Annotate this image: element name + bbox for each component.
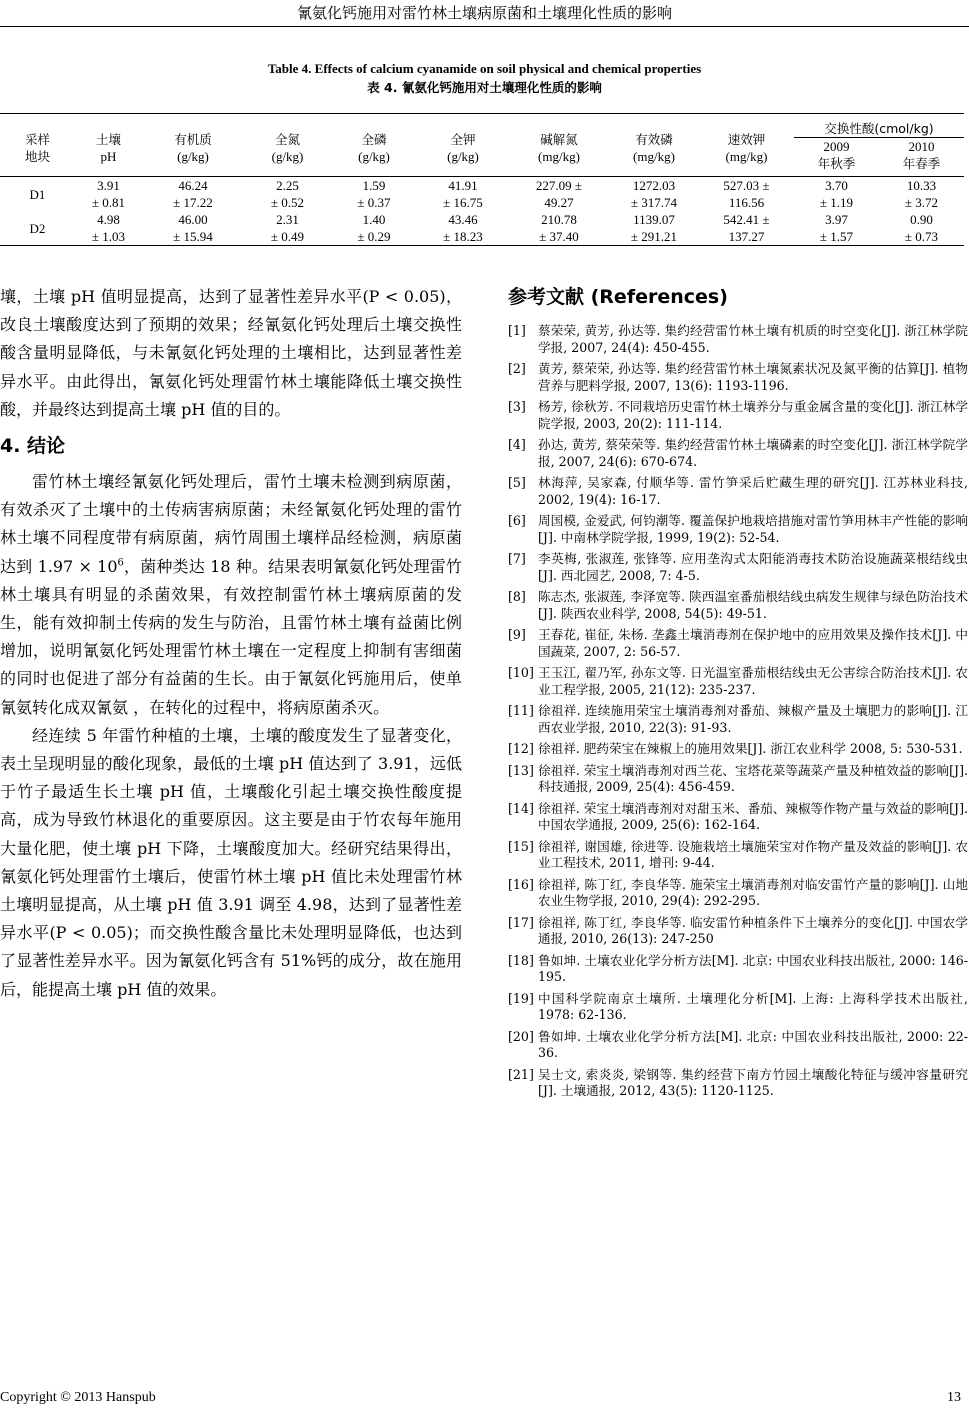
value-cell <box>417 177 509 212</box>
reference-number: [13] <box>508 762 534 778</box>
subheader-year: 2009 <box>823 139 850 154</box>
exchange-acid-subheader <box>794 138 879 177</box>
reference-text: 黄芳, 蔡荣荣, 孙达等. 集约经营雷竹林土壤氮素状况及氮平衡的估算[J]. 植物营养与肥料学报, 2007, 13(6): 1193-1196. <box>538 361 968 393</box>
value-cell <box>794 177 879 212</box>
plot-cell: D2 <box>0 211 75 246</box>
table-body <box>0 177 964 246</box>
reference-text: 徐祖祥, 陈丁红, 李良华等. 临安雷竹种植条件下土壤养分的变化[J]. 中国农学通报, 2010, 26(13): 247-250 <box>538 914 968 946</box>
column-header-label: 有机质 <box>174 132 212 147</box>
reference-text: 蔡荣荣, 黄芳, 孙达等. 集约经营雷竹林土壤有机质的时空变化[J]. 浙江林学院学报, 2007, 24(4): 450-455. <box>538 323 968 355</box>
value-cell <box>142 211 244 246</box>
reference-number: [20] <box>508 1028 534 1044</box>
value-cell <box>331 211 417 246</box>
reference-item <box>508 323 968 356</box>
reference-item <box>508 953 968 986</box>
reference-item <box>508 1067 968 1100</box>
table-row <box>0 211 964 246</box>
reference-text: 林海萍, 吴家森, 付顺华等. 雷竹笋采后贮藏生理的研究[J]. 江苏林业科技, 2002, 19(4): 16-17. <box>538 475 968 507</box>
value-cell <box>879 211 964 246</box>
paragraph-results: 壤，土壤 pH 值明显提高，达到了显著性差异水平(P < 0.05)，改良土壤酸度达到了预期的效果；经氰氨化钙处理后土壤交换性酸含量明显降低，与未氰氨化钙处理的土壤相比，达到显著性差异水平。由此得出，氰氨化钙处理雷竹林土壤能降低土壤交换性酸，并最终达到提高土壤 pH 值的目的。 <box>0 287 462 419</box>
soil-properties-table <box>0 113 964 246</box>
column-header-label: 碱解氮 <box>540 132 578 147</box>
reference-number: [18] <box>508 952 534 968</box>
header-rule <box>0 26 969 27</box>
section-heading-conclusion: 4. 结论 <box>0 435 66 458</box>
reference-item <box>508 741 968 758</box>
column-header <box>509 114 609 177</box>
reference-item <box>508 627 968 660</box>
column-header <box>417 114 509 177</box>
reference-text: 王玉江, 翟乃军, 孙东文等. 日光温室番茄根结线虫无公害综合防治技术[J]. 农业工程学报, 2005, 21(12): 235-237. <box>538 665 968 697</box>
reference-text: 鲁如坤. 土壤农业化学分析方法[M]. 北京: 中国农业科技出版社, 2000: 146-195. <box>538 952 968 984</box>
reference-number: [10] <box>508 665 534 680</box>
column-header-unit: (g/kg) <box>447 149 479 164</box>
exchange-acid-header: 交换性酸(cmol/kg) <box>794 114 964 138</box>
reference-item <box>508 361 968 394</box>
reference-item <box>508 763 968 796</box>
cell-line: 227.09 ± <box>535 178 583 193</box>
cell-line: ± 317.74 <box>630 195 678 210</box>
reference-number: [6] <box>508 513 526 528</box>
cell-line: ± 1.19 <box>819 195 854 210</box>
reference-text: 徐祖祥, 谢国雄, 徐进等. 设施栽培土壤施荣宝对作物产量及效益的影响[J]. 农业工程技术, 2011, 增刊: 9-44. <box>538 838 968 870</box>
reference-number: [1] <box>508 323 526 338</box>
cell-line: 49.27 <box>544 195 574 210</box>
table-row <box>0 177 964 212</box>
plot-cell: D1 <box>29 186 46 202</box>
paragraph-conclusion-2: 经连续 5 年雷竹种植的土壤，土壤的酸度发生了显著变化，表土呈现明显的酸化现象，最低的土壤 pH 值达到了 3.91，远低于竹子最适生长土壤 pH 值，土壤酸化引起土壤交换性酸度提高，成为导致竹林退化的重要原因。这主要是由于竹农每年施用大量化肥，使土壤 pH 下降，土壤酸度加大。经研究结果得出，氰氨化钙处理雷竹土壤后，使雷竹林土壤 pH 值比未处理雷竹林土壤明显提高，从土壤 pH 值 3.91 调至 4.98，达到了显著性差异水平(P < 0.05)；而交换性酸含量比未处理明显降低，也达到了显著性差异水平。因为氰氨化钙含有 51%钙的成分，故在施用后，能提高土壤 pH 值的效果。 <box>0 725 462 999</box>
column-header <box>142 114 244 177</box>
cell-line: 4.98 <box>97 212 120 227</box>
reference-item <box>508 839 968 872</box>
column-header-label: 全磷 <box>361 132 387 147</box>
column-header-unit: (g/kg) <box>271 149 304 164</box>
cell-line: ± 37.40 <box>539 229 579 244</box>
table-header-row <box>0 114 964 138</box>
reference-number: [19] <box>508 990 534 1006</box>
superscript-exponent: 6 <box>117 557 124 569</box>
reference-item <box>508 877 968 910</box>
value-cell <box>609 211 699 246</box>
reference-number: [15] <box>508 838 534 854</box>
reference-number: [16] <box>508 876 534 892</box>
cell-line: 46.00 <box>178 212 208 227</box>
table-caption-en: Table 4. Effects of calcium cyanamide on soil physical and chemical properties <box>267 61 702 76</box>
exchange-acid-subheader <box>879 138 964 177</box>
cell-line: ± 0.81 <box>91 195 126 210</box>
reference-number: [2] <box>508 361 526 376</box>
reference-text: 中国科学院南京土壤所. 土壤理化分析[M]. 上海: 上海科学技术出版社, 1978: 62-136. <box>538 990 968 1022</box>
column-header-unit: (mg/kg) <box>725 149 768 164</box>
column-header-label: 全钾 <box>450 132 476 147</box>
cell-line: 116.56 <box>728 195 765 210</box>
reference-item <box>508 1029 968 1062</box>
value-cell <box>75 177 142 212</box>
cell-line: 1139.07 <box>633 212 675 227</box>
reference-number: [3] <box>508 399 526 414</box>
column-header-unit: (mg/kg) <box>538 149 580 164</box>
cell-line: 46.24 <box>178 178 208 193</box>
reference-list <box>508 323 968 1100</box>
value-cell <box>75 211 142 246</box>
value-cell <box>417 211 509 246</box>
cell-line: 1.59 <box>362 178 386 193</box>
cell-line: 210.78 <box>541 212 577 227</box>
value-cell <box>879 177 964 212</box>
reference-item <box>508 399 968 432</box>
cell-line: ± 1.57 <box>819 229 854 244</box>
reference-item <box>508 437 968 470</box>
cell-line: ± 0.29 <box>357 229 391 244</box>
reference-number: [8] <box>508 589 526 604</box>
reference-number: [4] <box>508 437 526 452</box>
value-cell <box>699 211 794 246</box>
reference-item <box>508 513 968 546</box>
running-title: 氰氨化钙施用对雷竹林土壤病原菌和土壤理化性质的影响 <box>296 4 672 22</box>
value-cell <box>794 211 879 246</box>
reference-number: [14] <box>508 800 534 816</box>
reference-text: 鲁如坤. 土壤农业化学分析方法[M]. 北京: 中国农业科技出版社, 2000: 22-36. <box>538 1028 968 1060</box>
reference-text: 徐祖祥, 陈丁红, 李良华等. 施荣宝土壤消毒剂对临安雷竹产量的影响[J]. 山地农业生物学报, 2010, 29(4): 292-295. <box>538 876 968 908</box>
subheader-year: 2010 <box>908 139 935 154</box>
column-header-label: 土壤 <box>95 132 121 147</box>
paragraph-conclusion-1 <box>0 468 462 722</box>
cell-line: ± 15.94 <box>173 229 213 244</box>
cell-line: 1272.03 <box>632 178 676 193</box>
cell-line: 43.46 <box>448 212 478 227</box>
column-header-unit: (mg/kg) <box>633 149 675 164</box>
references-heading: 参考文献 (References) <box>508 286 728 308</box>
reference-text: 孙达, 黄芳, 蔡荣荣等. 集约经营雷竹林土壤磷素的时空变化[J]. 浙江林学院学报, 2007, 24(6): 670-674. <box>538 437 968 469</box>
subheader-season: 年春季 <box>902 156 941 171</box>
cell-line: 3.97 <box>825 212 848 227</box>
column-header <box>244 114 331 177</box>
reference-text: 徐祖祥. 肥药荣宝在辣椒上的施用效果[J]. 浙江农业科学 2008, 5: 530-531. <box>538 741 963 756</box>
cell-line: 527.03 ± <box>723 178 770 193</box>
cell-line: 1.40 <box>362 212 386 227</box>
reference-text: 周国模, 金爱武, 何钧潮等. 覆盖保护地栽培措施对雷竹笋用林丰产性能的影响[J]. 中南林学院学报, 1999, 19(2): 52-54. <box>538 513 968 545</box>
body-text-column <box>0 283 462 1004</box>
column-header-unit: (g/kg) <box>358 149 390 164</box>
column-header-label: 全氮 <box>274 132 300 147</box>
reference-number: [7] <box>508 551 526 566</box>
column-header <box>609 114 699 177</box>
column-header-label: 采样 <box>24 132 50 147</box>
cell-line: 2.25 <box>276 178 299 193</box>
cell-line: ± 16.75 <box>443 195 483 210</box>
column-header <box>699 114 794 177</box>
column-header-unit: (g/kg) <box>177 149 209 164</box>
cell-line: ± 1.03 <box>91 229 126 244</box>
column-header <box>75 114 142 177</box>
reference-text: 徐祖祥. 连续施用荣宝土壤消毒剂对番茄、辣椒产量及土壤肥力的影响[J]. 江西农业学报, 2010, 22(3): 91-93. <box>538 703 968 735</box>
reference-number: [21] <box>508 1066 534 1082</box>
copyright-notice: Copyright © 2013 Hanspub <box>0 1390 156 1405</box>
cell-line: ± 0.52 <box>270 195 305 210</box>
reference-item <box>508 703 968 736</box>
cell-line: ± 0.73 <box>904 229 939 244</box>
reference-item <box>508 475 968 508</box>
reference-text: 李英梅, 张淑莲, 张锋等. 应用垄沟式太阳能消毒技术防治设施蔬菜根结线虫[J]. 西北园艺, 2008, 7: 4-5. <box>538 551 968 583</box>
cell-line: ± 3.72 <box>904 195 939 210</box>
table-caption-zh: 表 4. 氰氨化钙施用对土壤理化性质的影响 <box>367 80 602 95</box>
value-cell <box>244 177 331 212</box>
cell-line: 542.41 ± <box>723 212 770 227</box>
reference-text: 徐祖祥. 荣宝土壤消毒剂对对甜玉米、番茄、辣椒等作物产量与效益的影响[J]. 中国农学通报, 2009, 25(6): 162-164. <box>538 800 968 832</box>
cell-line: 0.90 <box>910 212 933 227</box>
cell-line: ± 18.23 <box>443 229 483 244</box>
value-cell <box>331 177 417 212</box>
page-footer <box>0 1390 969 1406</box>
reference-text: 徐祖祥. 荣宝土壤消毒剂对西兰花、宝塔花菜等蔬菜产量及种植效益的影响[J]. 科技通报, 2009, 25(4): 456-459. <box>538 762 968 794</box>
value-cell <box>609 177 699 212</box>
paragraph-conclusion-1-text-b: ，菌种类达 18 种。结果表明氰氨化钙处理雷竹林土壤具有明显的杀菌效果，有效控制雷竹林土壤病原菌的发生，能有效抑制土传病的发生与防治，且雷竹林土壤有益菌比例增加，说明氰氨化钙处理雷竹林土壤在一定程度上抑制有害细菌的同时也促进了部分有益菌的生长。由于氰氨化钙施用后，使单氰氨转化成双氰氨 ，在转化的过程中，将病原菌杀灭。 <box>0 556 462 717</box>
reference-number: [11] <box>508 703 534 718</box>
reference-item <box>508 665 968 698</box>
reference-number: [17] <box>508 914 534 930</box>
column-header-label: 有效磷 <box>635 132 673 147</box>
cell-line: ± 17.22 <box>173 195 213 210</box>
cell-line: 137.27 <box>728 229 765 244</box>
value-cell <box>699 177 794 212</box>
cell-line: 3.91 <box>97 178 120 193</box>
reference-number: [12] <box>508 741 534 756</box>
column-header-label: 速效钾 <box>727 132 766 147</box>
references-column <box>508 283 968 1105</box>
value-cell <box>509 211 609 246</box>
reference-item <box>508 801 968 834</box>
value-cell <box>244 211 331 246</box>
cell-line: 10.33 <box>906 178 937 193</box>
cell-line: ± 0.49 <box>270 229 305 244</box>
value-cell <box>509 177 609 212</box>
reference-item <box>508 991 968 1024</box>
reference-item <box>508 589 968 622</box>
reference-text: 吴士文, 索炎炎, 梁钢等. 集约经营下南方竹园土壤酸化特征与缓冲容量研究[J]. 土壤通报, 2012, 43(5): 1120-1125. <box>538 1066 968 1098</box>
reference-text: 杨芳, 徐秋芳. 不同栽培历史雷竹林土壤养分与重金属含量的变化[J]. 浙江林学院学报, 2003, 20(2): 111-114. <box>538 399 968 431</box>
cell-line: 2.31 <box>276 212 299 227</box>
reference-number: [9] <box>508 627 526 642</box>
reference-text: 陈志杰, 张淑莲, 李泽宽等. 陕西温室番茄根结线虫病发生规律与绿色防治技术[J]. 陕西农业科学, 2008, 54(5): 49-51. <box>538 589 968 621</box>
column-header <box>331 114 417 177</box>
column-header <box>0 114 75 177</box>
reference-text: 王春花, 崔征, 朱杨. 垄鑫土壤消毒剂在保护地中的应用效果及操作技术[J]. 中国蔬菜, 2007, 2: 56-57. <box>538 627 968 659</box>
column-header-unit: pH <box>100 149 117 164</box>
cell-line: 3.70 <box>825 178 848 193</box>
cell-line: ± 291.21 <box>630 229 678 244</box>
reference-item <box>508 915 968 948</box>
cell-line: 41.91 <box>448 178 478 193</box>
value-cell <box>142 177 244 212</box>
paragraph-conclusion-1-text-a: 雷竹林土壤经氰氨化钙处理后，雷竹土壤未检测到病原菌，有效杀灭了土壤中的土传病害病原菌；未经氰氨化钙处理的雷竹林土壤不同程度带有病原菌，病竹周围土壤样品经检测，病原菌达到 1.97 × 10 <box>0 472 462 576</box>
reference-item <box>508 551 968 584</box>
column-header-unit: 地块 <box>24 149 50 164</box>
subheader-season: 年秋季 <box>817 156 856 171</box>
cell-line: ± 0.37 <box>357 195 391 210</box>
page-number: 13 <box>947 1390 961 1405</box>
reference-number: [5] <box>508 475 526 490</box>
